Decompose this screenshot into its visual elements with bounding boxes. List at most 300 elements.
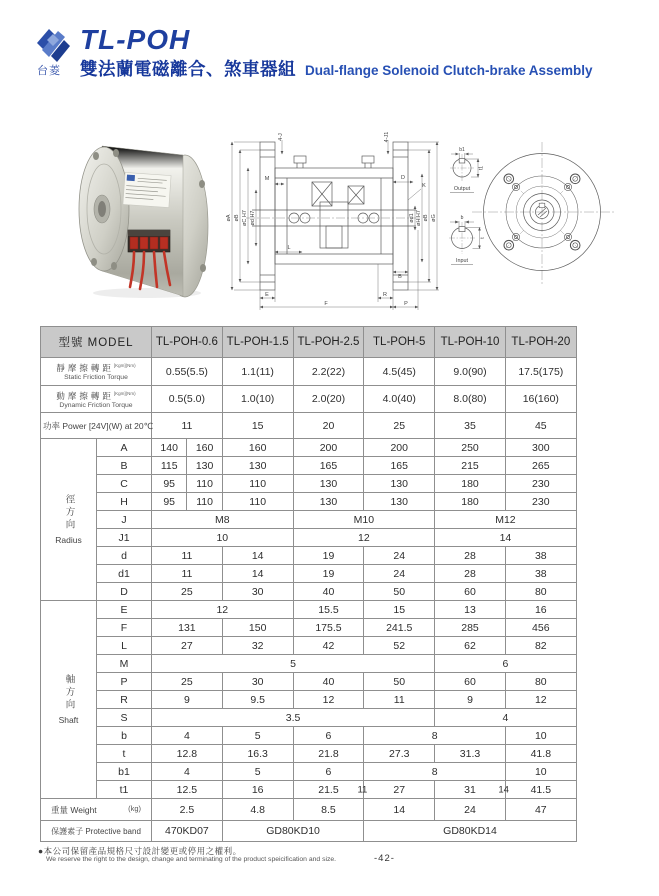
cell-value: 12 [216,603,229,616]
dim-cell-B [505,457,576,475]
model-column-TL-POH-5: TL-POH-5 [364,327,435,358]
dim-name-b1: b1 [97,763,152,781]
cell-value: 131 [178,621,196,634]
cell-value: 25 [181,585,193,598]
cell-value: 130 [248,459,267,472]
cell-value: 9 [183,693,190,706]
section-drawing [222,126,446,312]
product-label [123,172,171,207]
cell-value: 32 [251,639,264,652]
dim-cell-B [364,457,435,475]
cell-value: 8.5 [321,803,336,816]
dim-cell-b [152,727,223,745]
cell-value: 40 [322,585,335,598]
cell-value: 6 [325,765,332,778]
cell-value: 230 [532,477,550,490]
spec-cell [293,358,364,386]
dim-4J: 4-J [278,133,284,141]
dim-cell-D [152,583,223,601]
dim-cell-D [222,583,293,601]
cell-value: 16 [251,783,264,796]
dim-P: P [404,301,408,307]
cell-value: 11 [393,693,405,706]
dim-cell-P [152,673,223,691]
cell-value: 110 [196,495,213,508]
dim-cell-B [187,457,222,475]
dim-cell-H [435,493,506,511]
cell-value: 3.5 [285,711,301,724]
cell-value: 13 [464,603,476,616]
product-photo [62,130,217,298]
cell-value: 110 [249,477,267,490]
weight-cell [222,799,293,821]
dim-name-E: E [97,601,152,619]
cell-value: 180 [461,477,479,490]
cell-value: 300 [532,441,550,454]
dim-oH: øH H7 [416,210,422,226]
cell-value: 20 [322,419,335,432]
cell-value: 15 [393,603,406,616]
spec-cell [435,358,506,386]
subtitle-en: Dual-flange Solenoid Clutch-brake Assembly [305,63,593,78]
cell-value: 11 [181,549,193,562]
cell-value: 52 [393,639,406,652]
cell-value: 31.3 [459,747,481,760]
product-photo-shapes [79,146,208,298]
cell-value: 10 [534,765,547,778]
dim-row-t1 [41,781,577,799]
protective-band-row [41,821,577,842]
model-column-TL-POH-0.6: TL-POH-0.6 [152,327,223,358]
cell-value: 14 [251,567,264,580]
cell-value: 16.3 [247,747,268,760]
cell-value: 41.8 [530,747,552,760]
cell-value: 21.5 [318,783,339,796]
dim-cell-d1 [435,565,506,583]
dim-L: L [287,245,291,251]
cell-value: 25 [393,419,406,432]
dim-cell-L [364,637,435,655]
dim-cell-b1 [293,763,364,781]
dim-cell-d [293,547,364,565]
dim-cell-P [435,673,506,691]
weight-label: 重量 Weight (kg) [41,799,152,821]
cell-value: 50 [393,675,406,688]
cell-value: M10 [353,513,375,526]
dim-row-d1 [41,565,577,583]
cell-value: 4 [183,765,190,778]
dim-cell-S [152,709,435,727]
dim-cell-J [435,511,577,529]
dim-name-A: A [97,439,152,457]
cell-value: 24 [464,803,476,816]
cell-value: 150 [248,621,267,634]
dim-cell-L [435,637,506,655]
cell-value: 27.3 [389,747,410,760]
cell-value: 24 [393,549,406,562]
dim-name-b: b [97,727,152,745]
dim-cell-E [293,601,364,619]
dim-cell-B [222,457,293,475]
dim-E: E [265,292,269,298]
model-column-TL-POH-10: TL-POH-10 [435,327,506,358]
dim-cell-R [152,691,223,709]
dim-cell-E [152,601,294,619]
dim-row-J1 [41,529,577,547]
dim-cell-C [187,475,222,493]
cell-extra-value: 11 [357,784,368,795]
table-header-row [41,327,577,358]
cell-value: 265 [532,459,550,472]
cell-value: 110 [196,477,213,490]
cell-value: 160 [195,441,214,454]
dim-cell-t1 [152,781,223,799]
cell-value: 200 [390,441,408,454]
cell-value: 4.8 [250,803,265,816]
weight-row [41,799,577,821]
cell-value: 14 [393,803,406,816]
dim-row-L [41,637,577,655]
dim-od: ød H7 [250,210,256,226]
spec-cell [152,358,223,386]
input-detail [449,215,486,265]
dim-row-C [41,475,577,493]
cell-value: 110 [249,495,267,508]
cell-value: 130 [319,477,338,490]
dim-cell-R [293,691,364,709]
cell-value: 30 [251,585,264,598]
cell-value: 80 [534,585,547,598]
subtitle [80,56,593,81]
page-number: -42- [374,853,395,864]
dim-row-F [41,619,577,637]
spec-cell [293,386,364,413]
dim-cell-J1 [152,529,294,547]
cell-value: 1.1(11) [241,365,274,378]
model-header: 型號 MODEL [41,327,152,358]
dim-cell-F [293,619,364,637]
cell-value: 24 [393,567,406,580]
dim-oB-right: øB [423,214,429,222]
cell-value: 28 [464,549,476,562]
section-outline [252,142,416,290]
dim-name-d1: d1 [97,565,152,583]
spec-cell [222,386,293,413]
cell-value: 12 [322,693,335,706]
cell-value: 241.5 [386,621,413,634]
dim-cell-E [505,601,576,619]
dim-cell-C [435,475,506,493]
footer-note-zh: ●本公司保留產品規格尺寸設計變更或停用之權利。 [38,846,242,856]
front-view-drawing [436,128,650,306]
cell-value: 0.5(5.0) [168,393,205,405]
dim-cell-t1 [364,781,435,799]
model-column-TL-POH-1.5: TL-POH-1.5 [222,327,293,358]
cell-value: 180 [461,495,479,508]
cell-value: 4.0(40) [382,393,416,405]
dim-cell-D [435,583,506,601]
output-label: Output [453,186,471,192]
dim-cell-E [435,601,506,619]
cell-value: 12 [534,693,547,706]
cell-value: 14 [499,531,512,544]
dim-name-C: C [97,475,152,493]
cell-value: 9 [467,693,473,706]
weight-cell [364,799,435,821]
cell-value: 215 [461,459,479,472]
dim-cell-C [505,475,576,493]
cell-value: 9.5 [250,693,265,706]
cell-value: 35 [464,419,476,432]
dim-od1: ød1 [409,213,415,223]
dim-oC: øC H7 [242,210,248,226]
dim-cell-C [152,475,187,493]
cell-value: 25 [181,675,193,688]
weight-cell [505,799,576,821]
dim-cell-d [505,547,576,565]
cell-value: 4.5(45) [382,365,416,378]
dim-b: b [460,215,464,221]
spec-row [41,386,577,413]
dim-cell-b [505,727,576,745]
dim-row-b1 [41,763,577,781]
dim-cell-d [222,547,293,565]
spec-cell [435,386,506,413]
cell-value: 14 [251,549,264,562]
cell-value: 6 [502,657,509,670]
cell-value: 16(160) [522,393,559,405]
dim-cell-L [222,637,293,655]
cell-value: 11 [181,567,193,580]
brand-logo-icon [34,26,74,62]
cell-value: 140 [160,441,178,454]
dim-cell-b1 [222,763,293,781]
dim-cell-d1 [293,565,364,583]
dim-cell-t1 [505,781,576,799]
dim-cell-L [152,637,223,655]
spec-cell [505,358,576,386]
cell-value: 28 [464,567,476,580]
dim-cell-A [222,439,293,457]
cell-value: 5 [254,729,261,742]
dim-cell-J [152,511,294,529]
dim-cell-R [364,691,435,709]
dim-cell-H [505,493,576,511]
model-column-TL-POH-20: TL-POH-20 [505,327,576,358]
cell-value: 8.0(80) [453,393,487,405]
cell-value: 15.5 [318,603,339,616]
dim-name-J1: J1 [97,529,152,547]
dim-cell-d1 [505,565,576,583]
dim-cell-d [435,547,506,565]
dim-name-H: H [97,493,152,511]
dim-R: R [383,292,387,298]
dim-cell-t [435,745,506,763]
dim-oB-left: øB [234,214,240,222]
dim-row-D [41,583,577,601]
dim-row-P [41,673,577,691]
dim-cell-D [293,583,364,601]
dim-name-F: F [97,619,152,637]
dim-cell-P [505,673,576,691]
dim-cell-d1 [364,565,435,583]
cell-value: 230 [532,495,550,508]
dim-b1: b1 [459,147,465,153]
spec-cell [293,413,364,439]
cell-value: 10 [534,729,547,742]
dim-cell-J1 [435,529,577,547]
dim-cell-d1 [152,565,223,583]
dim-cell-R [435,691,506,709]
cell-value: 1.0(10) [241,393,275,405]
dim-cell-P [293,673,364,691]
dim-cell-H [222,493,293,511]
section-dim-labels [226,132,437,307]
dim-cell-F [435,619,506,637]
spec-cell [364,386,435,413]
dim-cell-C [222,475,293,493]
dim-name-S: S [97,709,152,727]
cell-value: 10 [216,531,229,544]
cell-value: 40 [322,675,335,688]
cell-value: 4 [183,729,190,742]
dim-row-R [41,691,577,709]
cell-value: 27 [181,639,193,652]
band-cell [222,821,364,842]
spec-cell [364,358,435,386]
note-bullet-icon: ● [38,846,44,856]
cell-value: 16 [534,603,547,616]
page-title: TL-POH [80,24,191,55]
brand-name: 台菱 [37,65,61,77]
dim-row-J [41,511,577,529]
cell-value: 200 [319,441,338,454]
cell-value: GD80KD10 [266,825,320,837]
dim-M: M [264,176,270,182]
dim-cell-J1 [293,529,435,547]
cell-value: 19 [322,567,335,580]
spec-cell [505,413,576,439]
cell-value: 41.5 [530,783,552,796]
cell-value: 456 [532,621,550,634]
dim-row-B [41,457,577,475]
dim-cell-b1 [364,763,506,781]
dim-cell-S [435,709,577,727]
dim-row-M [41,655,577,673]
dim-cell-t [293,745,364,763]
cell-value: 12.8 [176,747,198,760]
spec-cell [364,413,435,439]
group-label-radius: 徑方向 Radius [41,439,97,601]
dim-cell-M [435,655,577,673]
cell-value: 115 [160,459,178,472]
dim-name-M: M [97,655,152,673]
dim-name-J: J [97,511,152,529]
weight-cell [435,799,506,821]
output-detail [450,147,485,193]
cell-value: 5 [290,657,296,670]
input-label: Input [456,258,468,264]
spec-row-label: 動摩擦轉距$^{[Kgm](Nm)}$ Dynamic Friction Torque [41,386,152,413]
dim-oA: øA [226,214,232,222]
dim-name-d: d [97,547,152,565]
dim-cell-D [505,583,576,601]
dim-cell-t [152,745,223,763]
cell-extra-value: 14 [498,784,509,795]
front-view [472,142,614,284]
dim-cell-A [435,439,506,457]
dim-cell-P [364,673,435,691]
dim-D: D [401,175,405,181]
dim-row-A [41,439,577,457]
cell-value: 62 [464,639,476,652]
dim-cell-R [505,691,576,709]
footer-note-en: We reserve the right to the design, change and terminating of the product speicification and size. [46,856,337,863]
cell-value: 12.5 [176,783,198,796]
dim-B: B [398,274,402,280]
dim-row-d [41,547,577,565]
weight-cell [152,799,223,821]
dim-cell-t [364,745,435,763]
cell-value: 4 [502,711,509,724]
spec-cell [222,358,293,386]
dim-name-B: B [97,457,152,475]
dim-cell-F [152,619,223,637]
dim-t: t [480,237,486,239]
spec-cell [152,386,223,413]
cell-value: 60 [464,675,476,688]
cell-value: 8 [431,765,438,778]
cell-value: 285 [461,621,479,634]
cell-value: 30 [251,675,264,688]
dim-oG: øG [431,214,437,222]
subtitle-zh: 雙法蘭電磁離合、煞車器組 [80,59,296,79]
cell-value: 42 [322,639,335,652]
cell-value: 175.5 [315,621,342,634]
spec-cell [222,413,293,439]
dim-row-t [41,745,577,763]
cell-value: 45 [534,419,547,432]
dim-t1: t1 [478,165,485,171]
spec-row-label: 功率 Power [24V](W) at 20℃ [41,413,152,439]
dim-cell-A [364,439,435,457]
protective-band-label: 保護素子 Protective band [41,821,152,842]
spec-row-label: 靜摩擦轉距$^{[Kgm](Nm)}$ Static Friction Torque [41,358,152,386]
dim-cell-L [293,637,364,655]
cell-value: 130 [195,459,214,472]
dim-cell-F [222,619,293,637]
spec-row [41,413,577,439]
dim-cell-H [187,493,222,511]
dim-cell-A [505,439,576,457]
dim-row-H [41,493,577,511]
dim-cell-H [152,493,187,511]
dim-cell-t1 [435,781,509,799]
cell-value: 6 [325,729,332,742]
dim-cell-M [152,655,435,673]
spec-cell [152,413,223,439]
dim-cell-d [364,547,435,565]
dim-cell-d1 [222,565,293,583]
cell-value: GD80KD14 [443,825,497,837]
spec-cell [435,413,506,439]
dim-cell-t1 [222,781,293,799]
dim-cell-R [222,691,293,709]
dim-cell-t1 [293,781,368,799]
dim-name-P: P [97,673,152,691]
cell-value: 15 [251,419,264,432]
cell-value: 31 [464,783,476,796]
